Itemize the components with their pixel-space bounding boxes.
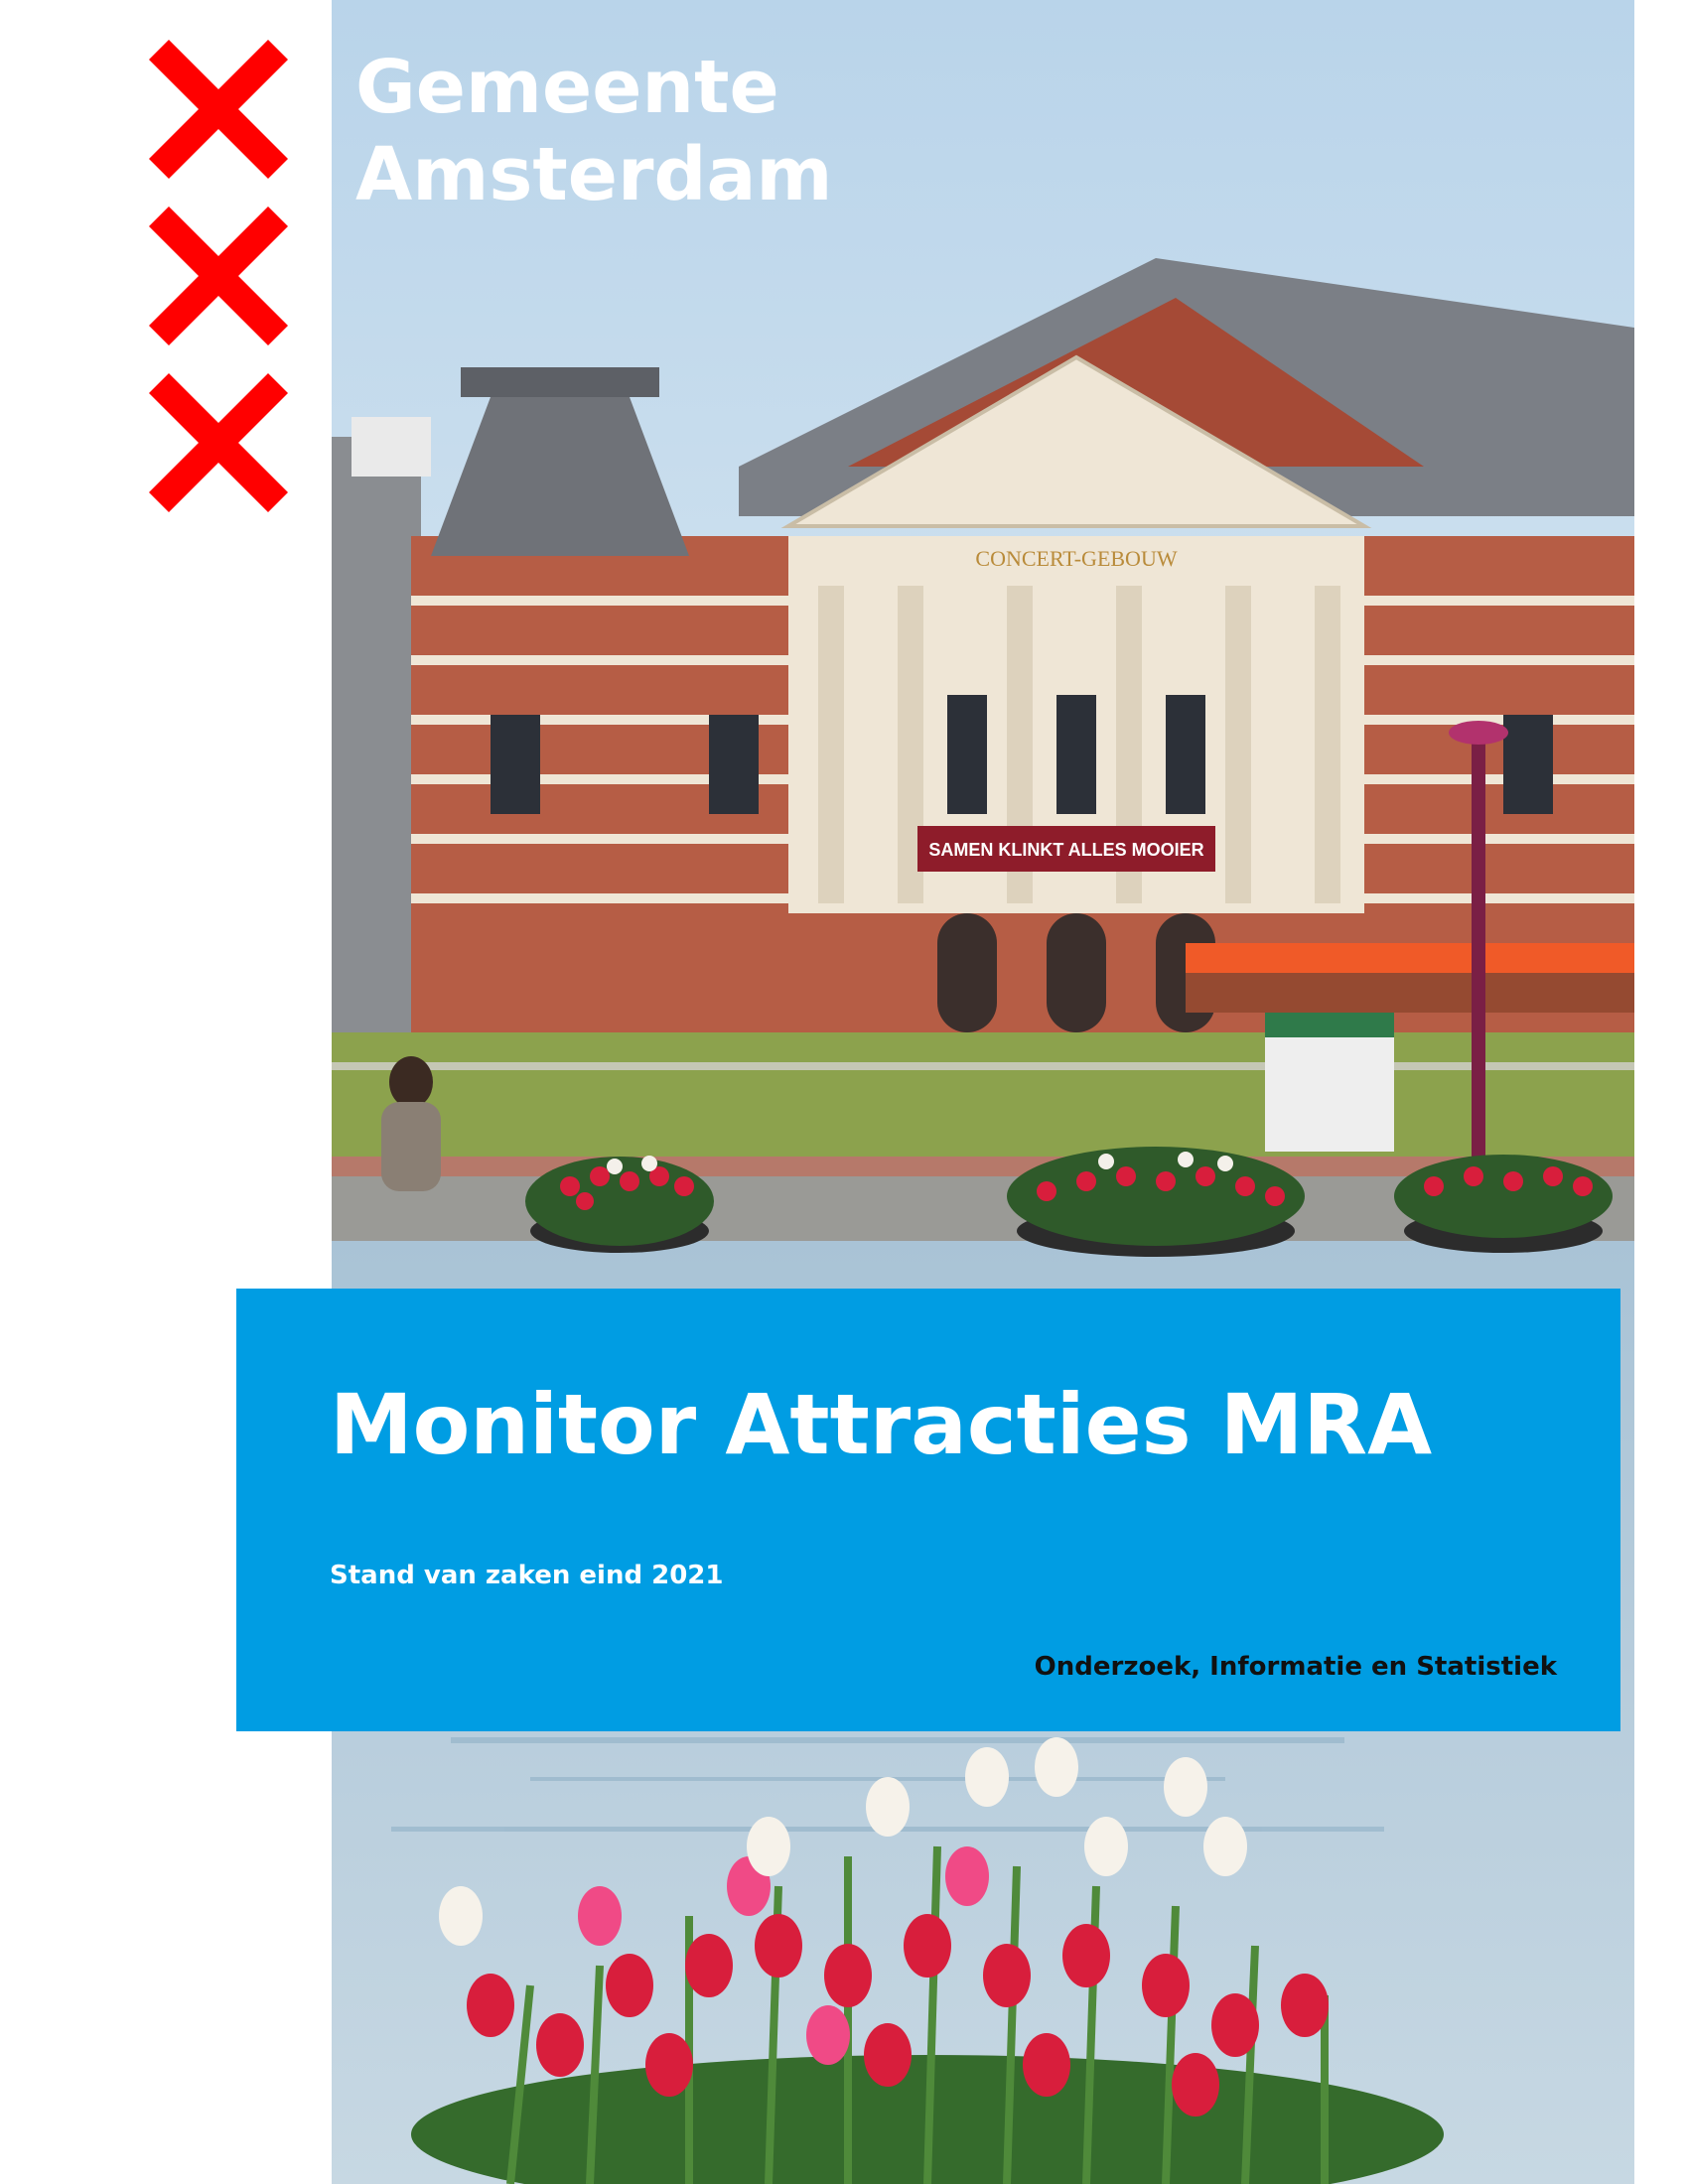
cross-icon xyxy=(149,206,288,345)
brand-line-2: Amsterdam xyxy=(355,132,833,217)
cover-photo xyxy=(332,0,1634,2184)
svg-text:CONCERT-GEBOUW: CONCERT-GEBOUW xyxy=(975,546,1178,571)
amsterdam-logo xyxy=(149,40,288,516)
document-title: Monitor Attracties MRA xyxy=(330,1376,1433,1473)
brand-name xyxy=(355,44,833,218)
title-box xyxy=(236,1289,1620,1731)
brand-line-1: Gemeente xyxy=(355,45,779,130)
department-name: Onderzoek, Informatie en Statistiek xyxy=(1034,1652,1557,1682)
svg-text:SAMEN KLINKT ALLES MOOIER: SAMEN KLINKT ALLES MOOIER xyxy=(928,840,1204,860)
cross-icon xyxy=(149,40,288,179)
cross-icon xyxy=(149,373,288,512)
document-subtitle: Stand van zaken eind 2021 xyxy=(330,1561,724,1590)
